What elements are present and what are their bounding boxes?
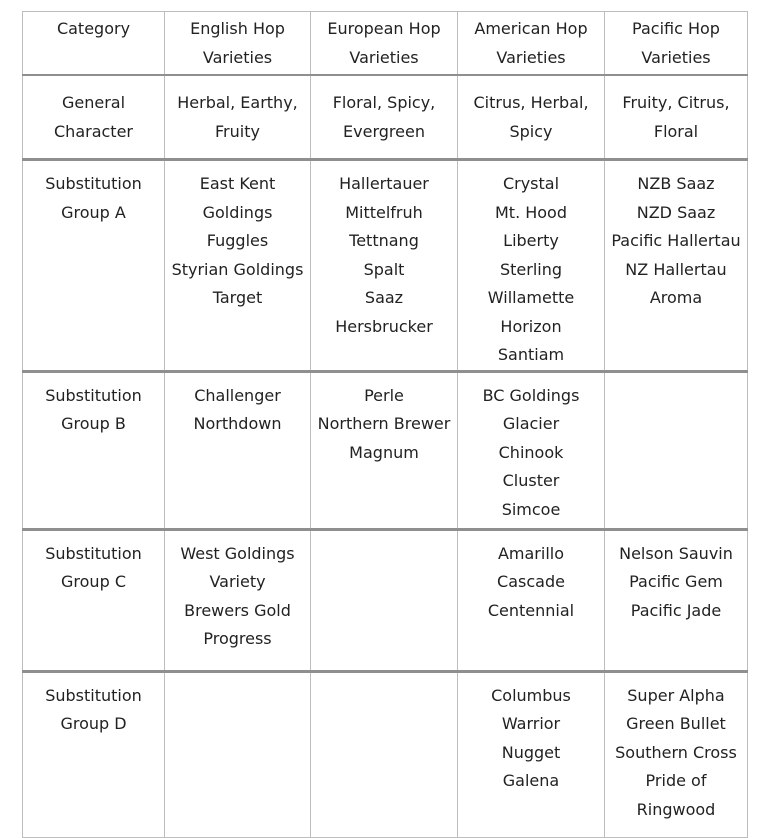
cell-line: Santiam xyxy=(497,345,565,364)
cell-line: Floral xyxy=(653,121,699,141)
cell-line: Substitution xyxy=(45,174,142,193)
pacific-cell xyxy=(605,529,748,671)
cell-line: Ringwood xyxy=(636,799,716,819)
cell-line: Pacific Hallertau xyxy=(611,231,741,250)
english-cell xyxy=(165,671,311,837)
pacific-cell xyxy=(605,371,748,529)
cell-line: Substitution xyxy=(45,543,142,563)
cell-line: Saaz xyxy=(364,288,404,307)
category-cell xyxy=(23,371,165,529)
cell-line: Liberty xyxy=(503,231,559,250)
cell-line: European Hop xyxy=(327,19,441,38)
cell-line: Cascade xyxy=(497,572,565,591)
cell-line: Substitution xyxy=(45,385,142,405)
cell-line: Northdown xyxy=(193,414,282,433)
cell-line: Super Alpha xyxy=(627,685,725,705)
cell-line: Goldings xyxy=(202,202,273,222)
cell-line: NZ Hallertau xyxy=(625,259,727,279)
cell-line: Pacific Gem xyxy=(629,572,723,591)
cell-line: Herbal, Earthy, xyxy=(177,93,298,112)
cell-line: Tettnang xyxy=(349,231,419,250)
cell-line: Group B xyxy=(61,414,126,433)
cell-line: Nugget xyxy=(501,742,561,762)
cell-line: Perle xyxy=(364,385,404,405)
cell-line: Varieties xyxy=(641,47,711,67)
category-cell xyxy=(23,160,165,372)
european-cell xyxy=(311,160,458,372)
cell-line: Pacific Jade xyxy=(630,600,722,620)
cell-line: Amarillo xyxy=(497,543,565,563)
european-cell xyxy=(311,529,458,671)
cell-line: Challenger xyxy=(194,385,281,405)
cell-line: Horizon xyxy=(500,316,562,336)
american-cell xyxy=(458,160,605,372)
hop-substitution-table xyxy=(22,11,748,838)
cell-line: Willamette xyxy=(487,288,575,307)
american-cell xyxy=(458,671,605,837)
cell-line: Southern Cross xyxy=(615,742,737,762)
cell-line: Crystal xyxy=(502,174,560,193)
category-cell xyxy=(23,75,165,160)
cell-line: Fruity, Citrus, xyxy=(622,93,730,112)
cell-line: Group C xyxy=(61,572,126,591)
cell-line: Varieties xyxy=(496,47,566,67)
cell-line: Mittelfruh xyxy=(345,202,423,222)
cell-line: English Hop xyxy=(190,19,285,38)
cell-line: Substitution xyxy=(45,685,142,705)
cell-line: Northern Brewer xyxy=(317,414,451,433)
category-cell xyxy=(23,671,165,837)
cell-line: Columbus xyxy=(491,685,571,705)
cell-line: Magnum xyxy=(349,442,419,462)
cell-line: West Goldings xyxy=(180,543,295,563)
american-cell xyxy=(458,371,605,529)
cell-line: Glacier xyxy=(502,414,560,433)
cell-line: Evergreen xyxy=(343,121,425,141)
category-cell xyxy=(23,529,165,671)
cell-line: Galena xyxy=(502,771,560,790)
cell-line: NZB Saaz xyxy=(637,174,715,193)
cell-line: Category xyxy=(56,19,131,38)
cell-line: Floral, Spicy, xyxy=(332,93,436,112)
cell-line: Brewers Gold xyxy=(184,600,291,620)
cell-line: Fuggles xyxy=(206,231,269,250)
cell-line: Styrian Goldings xyxy=(171,259,304,279)
pacific-cell xyxy=(605,75,748,160)
english-cell xyxy=(165,75,311,160)
american-cell xyxy=(458,75,605,160)
cell-line: Cluster xyxy=(502,471,560,490)
cell-line: Varieties xyxy=(349,47,419,67)
cell-line: Group D xyxy=(60,714,127,733)
table-row-general-character xyxy=(23,75,748,160)
cell-line: Group A xyxy=(61,202,126,222)
cell-line: Progress xyxy=(203,629,272,648)
pacific-cell xyxy=(605,160,748,372)
cell-line: Hersbrucker xyxy=(335,316,433,336)
header-row xyxy=(23,12,748,76)
cell-line: Variety xyxy=(209,572,266,591)
cell-line: Hallertauer xyxy=(339,174,429,193)
cell-line: Pacific Hop xyxy=(632,19,720,38)
header-category xyxy=(23,12,165,76)
header-english xyxy=(165,12,311,76)
cell-line: Nelson Sauvin xyxy=(619,543,733,563)
english-cell xyxy=(165,160,311,372)
european-cell xyxy=(311,371,458,529)
table-row-group-b xyxy=(23,371,748,529)
cell-line: Centennial xyxy=(487,600,575,620)
american-cell xyxy=(458,529,605,671)
cell-line: Character xyxy=(54,121,133,141)
cell-line: Mt. Hood xyxy=(494,202,567,222)
cell-line: Warrior xyxy=(501,714,561,733)
cell-line: East Kent xyxy=(199,174,276,193)
table-row-group-c xyxy=(23,529,748,671)
table-row-group-d xyxy=(23,671,748,837)
cell-line: American Hop xyxy=(474,19,588,38)
cell-line: Simcoe xyxy=(501,499,561,519)
cell-line: Spalt xyxy=(363,259,405,279)
cell-line: Varieties xyxy=(202,47,273,67)
cell-line: Fruity xyxy=(215,121,260,141)
european-cell xyxy=(311,671,458,837)
english-cell xyxy=(165,529,311,671)
cell-line: General xyxy=(61,93,126,112)
header-pacific xyxy=(605,12,748,76)
cell-line: Target xyxy=(212,288,263,307)
cell-line: BC Goldings xyxy=(482,385,580,405)
cell-line: Spicy xyxy=(509,121,553,141)
pacific-cell xyxy=(605,671,748,837)
cell-line: Citrus, Herbal, xyxy=(473,93,589,112)
table-row-group-a xyxy=(23,160,748,372)
cell-line: NZD Saaz xyxy=(636,202,716,222)
cell-line: Green Bullet xyxy=(626,714,726,733)
cell-line: Pride of xyxy=(645,771,707,790)
cell-line: Sterling xyxy=(499,259,563,279)
european-cell xyxy=(311,75,458,160)
cell-line: Aroma xyxy=(649,288,703,307)
english-cell xyxy=(165,371,311,529)
header-american xyxy=(458,12,605,76)
header-european xyxy=(311,12,458,76)
cell-line: Chinook xyxy=(498,442,564,462)
